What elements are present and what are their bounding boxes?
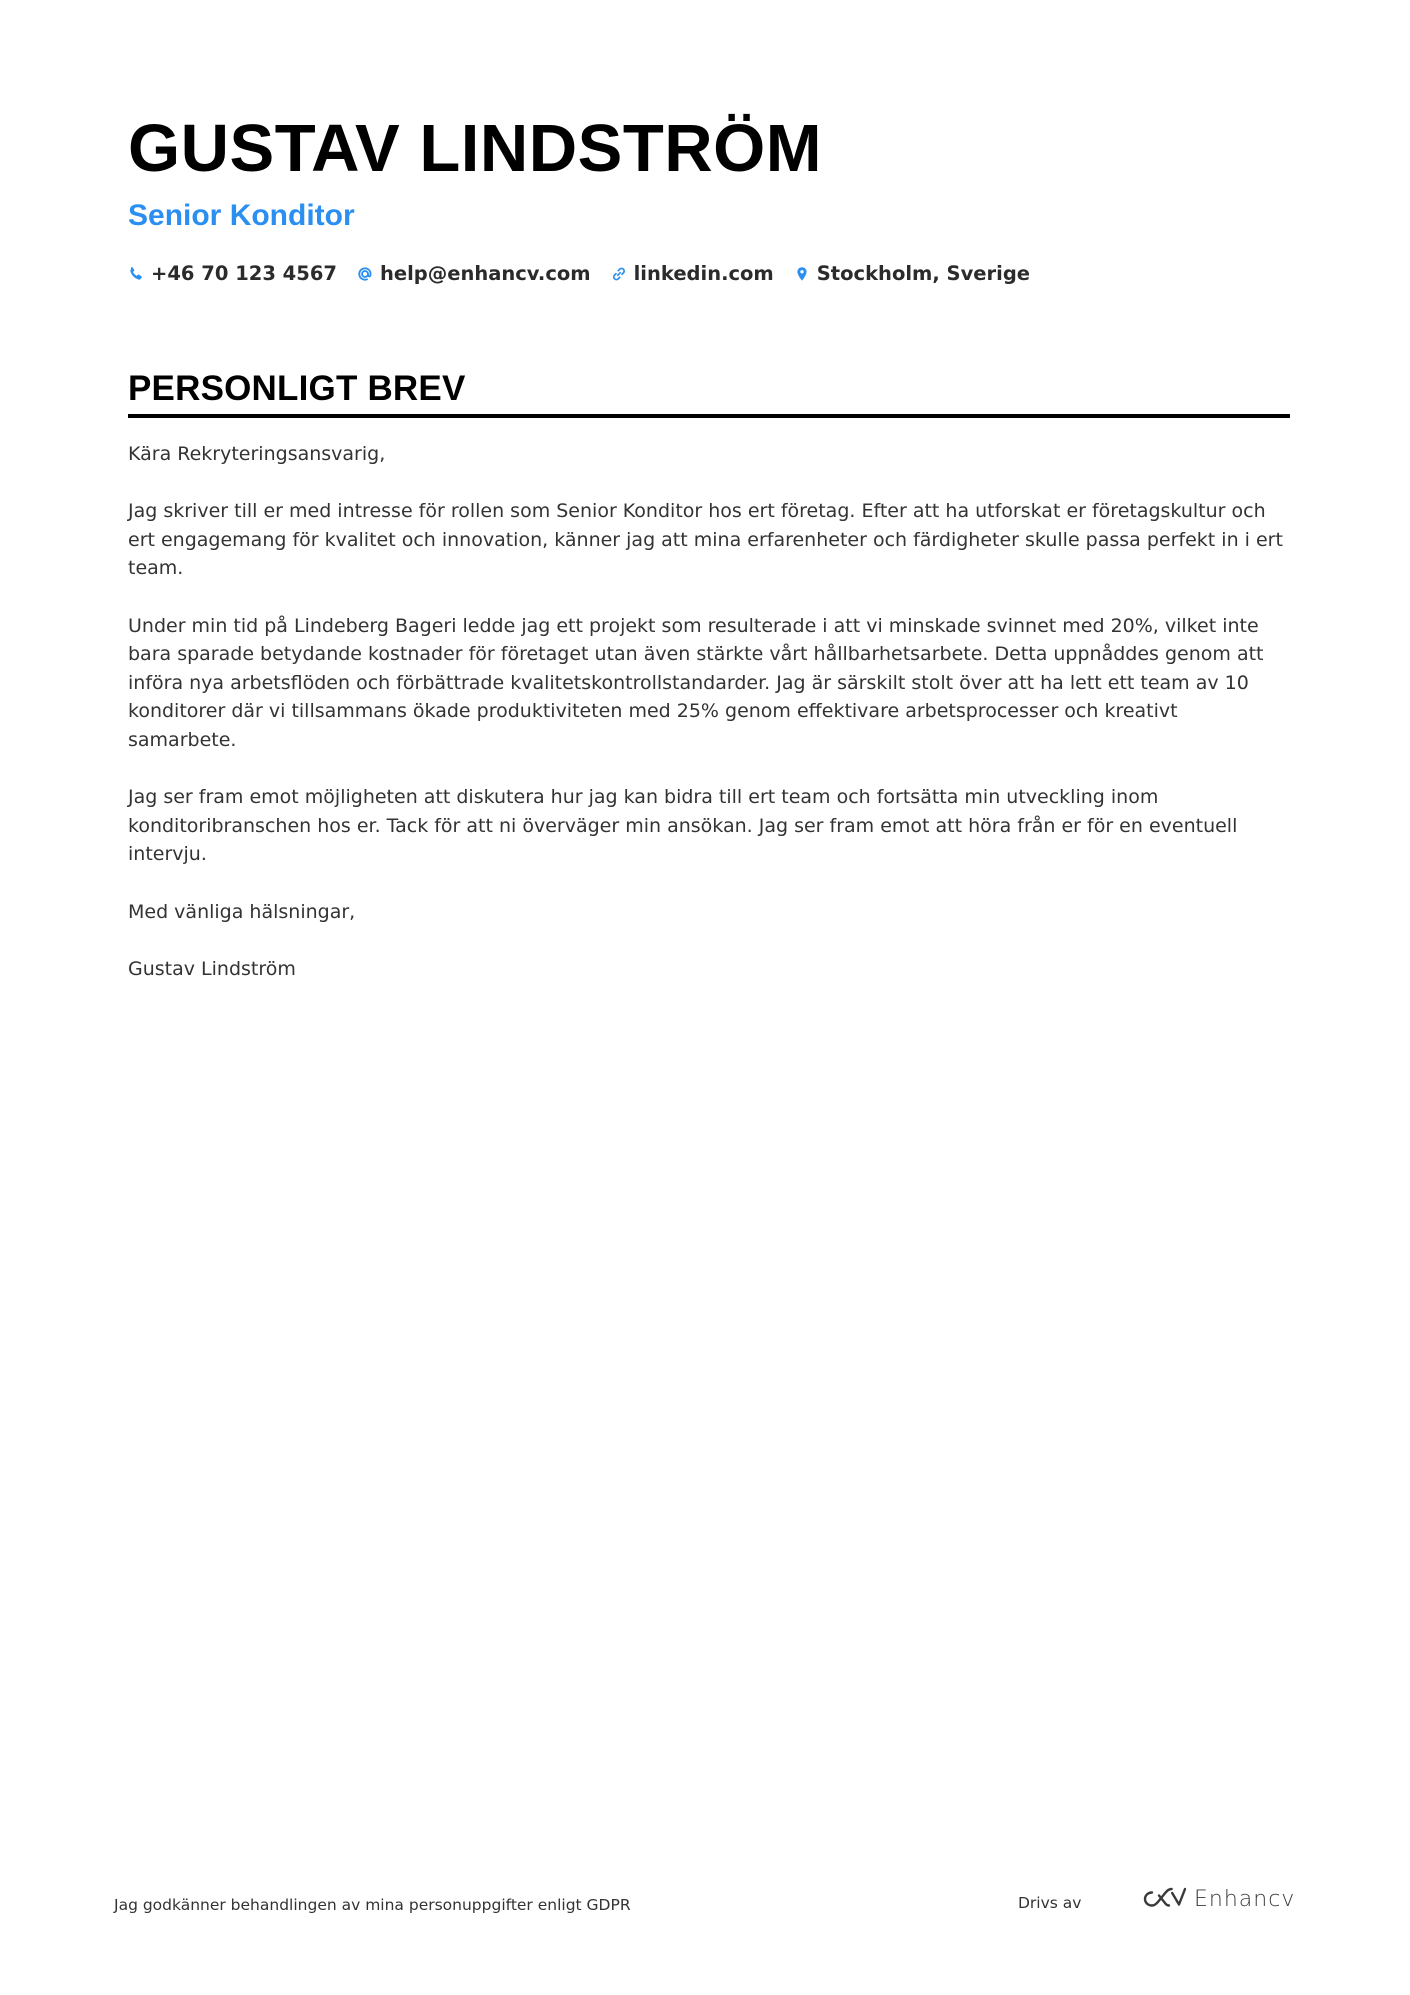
- letter-greeting: Kära Rekryteringsansvarig,: [128, 443, 386, 465]
- header: [128, 108, 1288, 285]
- footer: [114, 1886, 1296, 1926]
- powered-by-label: Drivs av: [1018, 1894, 1082, 1912]
- location-text: Stockholm, Sverige: [816, 262, 1030, 285]
- enhancv-brand-name: Enhancv: [1194, 1886, 1296, 1912]
- letter-body: [128, 440, 1290, 983]
- linkedin-link: linkedin.com: [633, 262, 774, 285]
- at-icon: [357, 265, 373, 283]
- section-divider: [128, 414, 1290, 418]
- phone-icon: [128, 265, 144, 283]
- cover-letter-section: [128, 368, 1290, 1012]
- enhancv-logo[interactable]: [1138, 1886, 1295, 1912]
- job-title: Senior Konditor: [128, 199, 355, 232]
- letter-paragraph: Jag ser fram emot möjligheten att diskutera hur jag kan bidra till ert team och fortsätta min utveckling inom konditoribranschen hos er. Tack för att ni överväger min ansökan. Jag ser fram emot att höra från er för en eventuell intervju.: [128, 786, 1238, 866]
- contact-linkedin[interactable]: [611, 262, 774, 285]
- gdpr-consent-text: Jag godkänner behandlingen av mina personuppgifter enligt GDPR: [114, 1896, 631, 1914]
- location-pin-icon: [794, 265, 810, 283]
- section-title: PERSONLIGT BREV: [128, 369, 466, 408]
- contact-location: [794, 262, 1030, 285]
- letter-paragraph: Under min tid på Lindeberg Bageri ledde jag ett projekt som resulterade i att vi minskade svinnet med 20%, vilket inte bara sparade betydande kostnader för företaget utan även stärkte vårt hållbarhetsarbete. Detta uppnåddes genom att införa nya arbetsflöden och förbättrade kvalitetskontrollstandarder. Jag är särskilt stolt över att ha lett ett team av 10 konditorer där vi tillsammans ökade produktiviteten med 25% genom effektivare arbetsprocesser och kreativt samarbete.: [128, 614, 1264, 751]
- letter-signature: Gustav Lindström: [128, 957, 296, 980]
- letter-paragraph: Jag skriver till er med intresse för rollen som Senior Konditor hos ert företag. Efter att ha utforskat er företagskultur och ert engagemang för kvalitet och innovation, känner jag att mina erfarenheter och färdigheter skulle passa perfekt in i ert team.: [128, 500, 1283, 580]
- email-address: help@enhancv.com: [379, 262, 591, 285]
- contact-bar: [128, 262, 1288, 285]
- applicant-name: GUSTAV LINDSTRÖM: [128, 111, 823, 186]
- link-icon: [611, 265, 627, 283]
- contact-phone[interactable]: [128, 262, 337, 285]
- enhancv-logo-icon: [1138, 1886, 1186, 1912]
- contact-email[interactable]: [357, 262, 591, 285]
- phone-number: +46 70 123 4567: [151, 262, 337, 285]
- letter-closing: Med vänliga hälsningar,: [128, 900, 356, 923]
